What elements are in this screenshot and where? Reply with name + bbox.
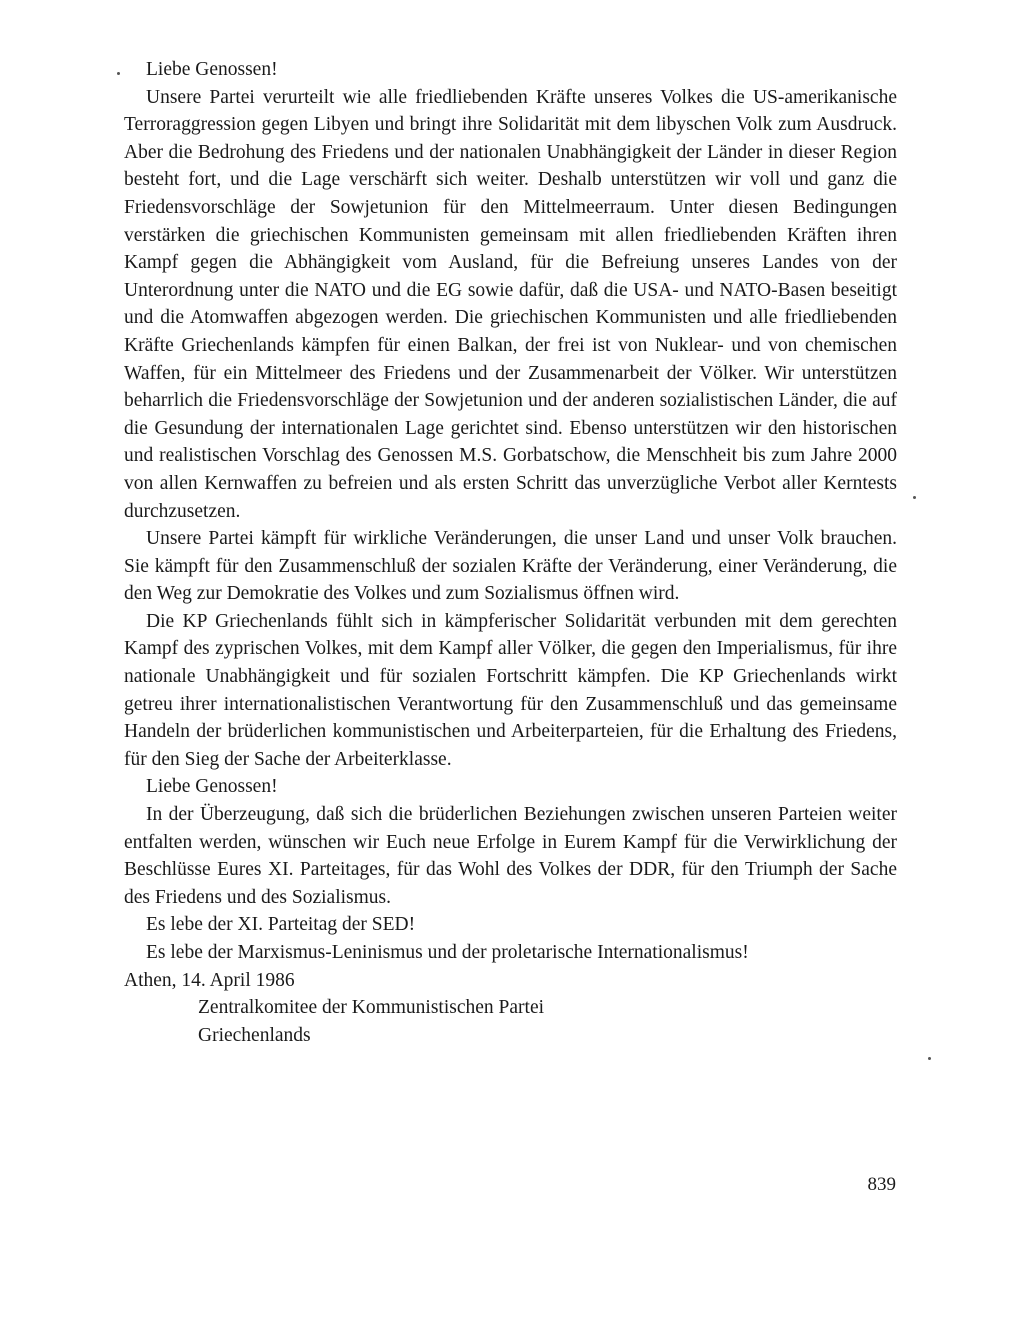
salutation: Liebe Genossen! [146, 59, 278, 80]
place-date: Athen, 14. April 1986 [124, 969, 295, 991]
page-number: 839 [867, 1174, 896, 1195]
closing-slogan-1: Es lebe der XI. Parteitag der SED! [146, 914, 416, 936]
paragraph-body-3: Die KP Griechenlands fühlt sich in kämpferischer Solidarität verbunden mit dem gerechten Kampf des zyprischen Volkes, mit dem Kampf aller Völker, die gegen den Imperialismus, für ihre nationale Unabhängigkeit und für sozialen Fortschritt kämpfen. Die KP Griechenlands wirkt getreu ihrer internationalistischen Verantwortung für den Zusammenschluß und das gemeinsame Handeln der brüderlichen kommunistischen und Arbeiterparteien, für die Erhaltung des Friedens, für den Sieg der Sache der Arbeiterklasse. [124, 610, 897, 770]
paragraph-body-2: Unsere Partei kämpft für wirkliche Veränderungen, die unser Land und unser Volk brauchen. Sie kämpft für den Zusammenschluß der sozialen Kräfte der Veränderung, einer Veränderung, die den Weg zur Demokratie des Volkes und zum Sozialismus öffnen wird. [124, 528, 897, 605]
salutation-closing: Liebe Genossen! [146, 776, 278, 798]
paragraph-body-1: Unsere Partei verurteilt wie alle friedliebenden Kräfte unseres Volkes die US-amerikanische Terroraggression gegen Libyen und bringt ihre Solidarität mit dem libyschen Volk zum Ausdruck. Aber die Bedrohung des Friedens und der nationalen Unabhängigkeit der Länder in dieser Region besteht fort, und die Lage verschärft sich weiter. Deshalb unterstützen wir voll und ganz die Friedensvorschläge der Sowjetunion für den Mittelmeerraum. Unter diesen Bedingungen verstärken die griechischen Kommunisten gemeinsam mit allen friedliebenden Kräften ihren Kampf gegen die Abhängigkeit vom Ausland, für die Befreiung unseres Landes von der Unterordnung unter die NATO und die EG sowie dafür, daß die USA- und NATO-Basen beseitigt und die Atomwaffen abgezogen werden. Die griechischen Kommunisten und alle friedliebenden Kräfte Griechenlands kämpfen für einen Balkan, der frei ist von Nuklear- und von chemischen Waffen, für ein Mittelmeer des Friedens und der Zusammenarbeit der Völker. Wir unterstützen beharrlich die Friedensvorschläge der Sowjetunion und der anderen sozialistischen Länder, die auf die Gesundung der internationalen Lage gerichtet sind. Ebenso unterstützen wir den historischen und realistischen Vorschlag des Genossen M.S. Gorbatschow, die Menschheit bis zum Jahre 2000 von allen Kernwaffen zu befreien und als ersten Schritt das unverzügliche Verbot aller Kerntests durchzusetzen. [124, 86, 897, 522]
paragraph-body-4: In der Überzeugung, daß sich die brüderlichen Beziehungen zwischen unseren Parteien weiter entfalten werden, wünschen wir Euch neue Erfolge in Eurem Kampf für die Verwirklichung der Beschlüsse Eures XI. Parteitages, für das Wohl des Volkes der DDR, für den Triumph der Sache des Friedens und des Sozialismus. [124, 804, 897, 908]
closing-slogan-2: Es lebe der Marxismus-Leninismus und der proletarische Internationalismus! [146, 942, 749, 963]
scan-speck [913, 496, 916, 499]
scan-speck [928, 1057, 931, 1060]
signature-line-2: Griechenlands [198, 1024, 311, 1046]
signature-line-1: Zentralkomitee der Kommunistischen Partei [198, 997, 545, 1019]
document-page [124, 56, 897, 1049]
scan-speck [117, 72, 120, 75]
